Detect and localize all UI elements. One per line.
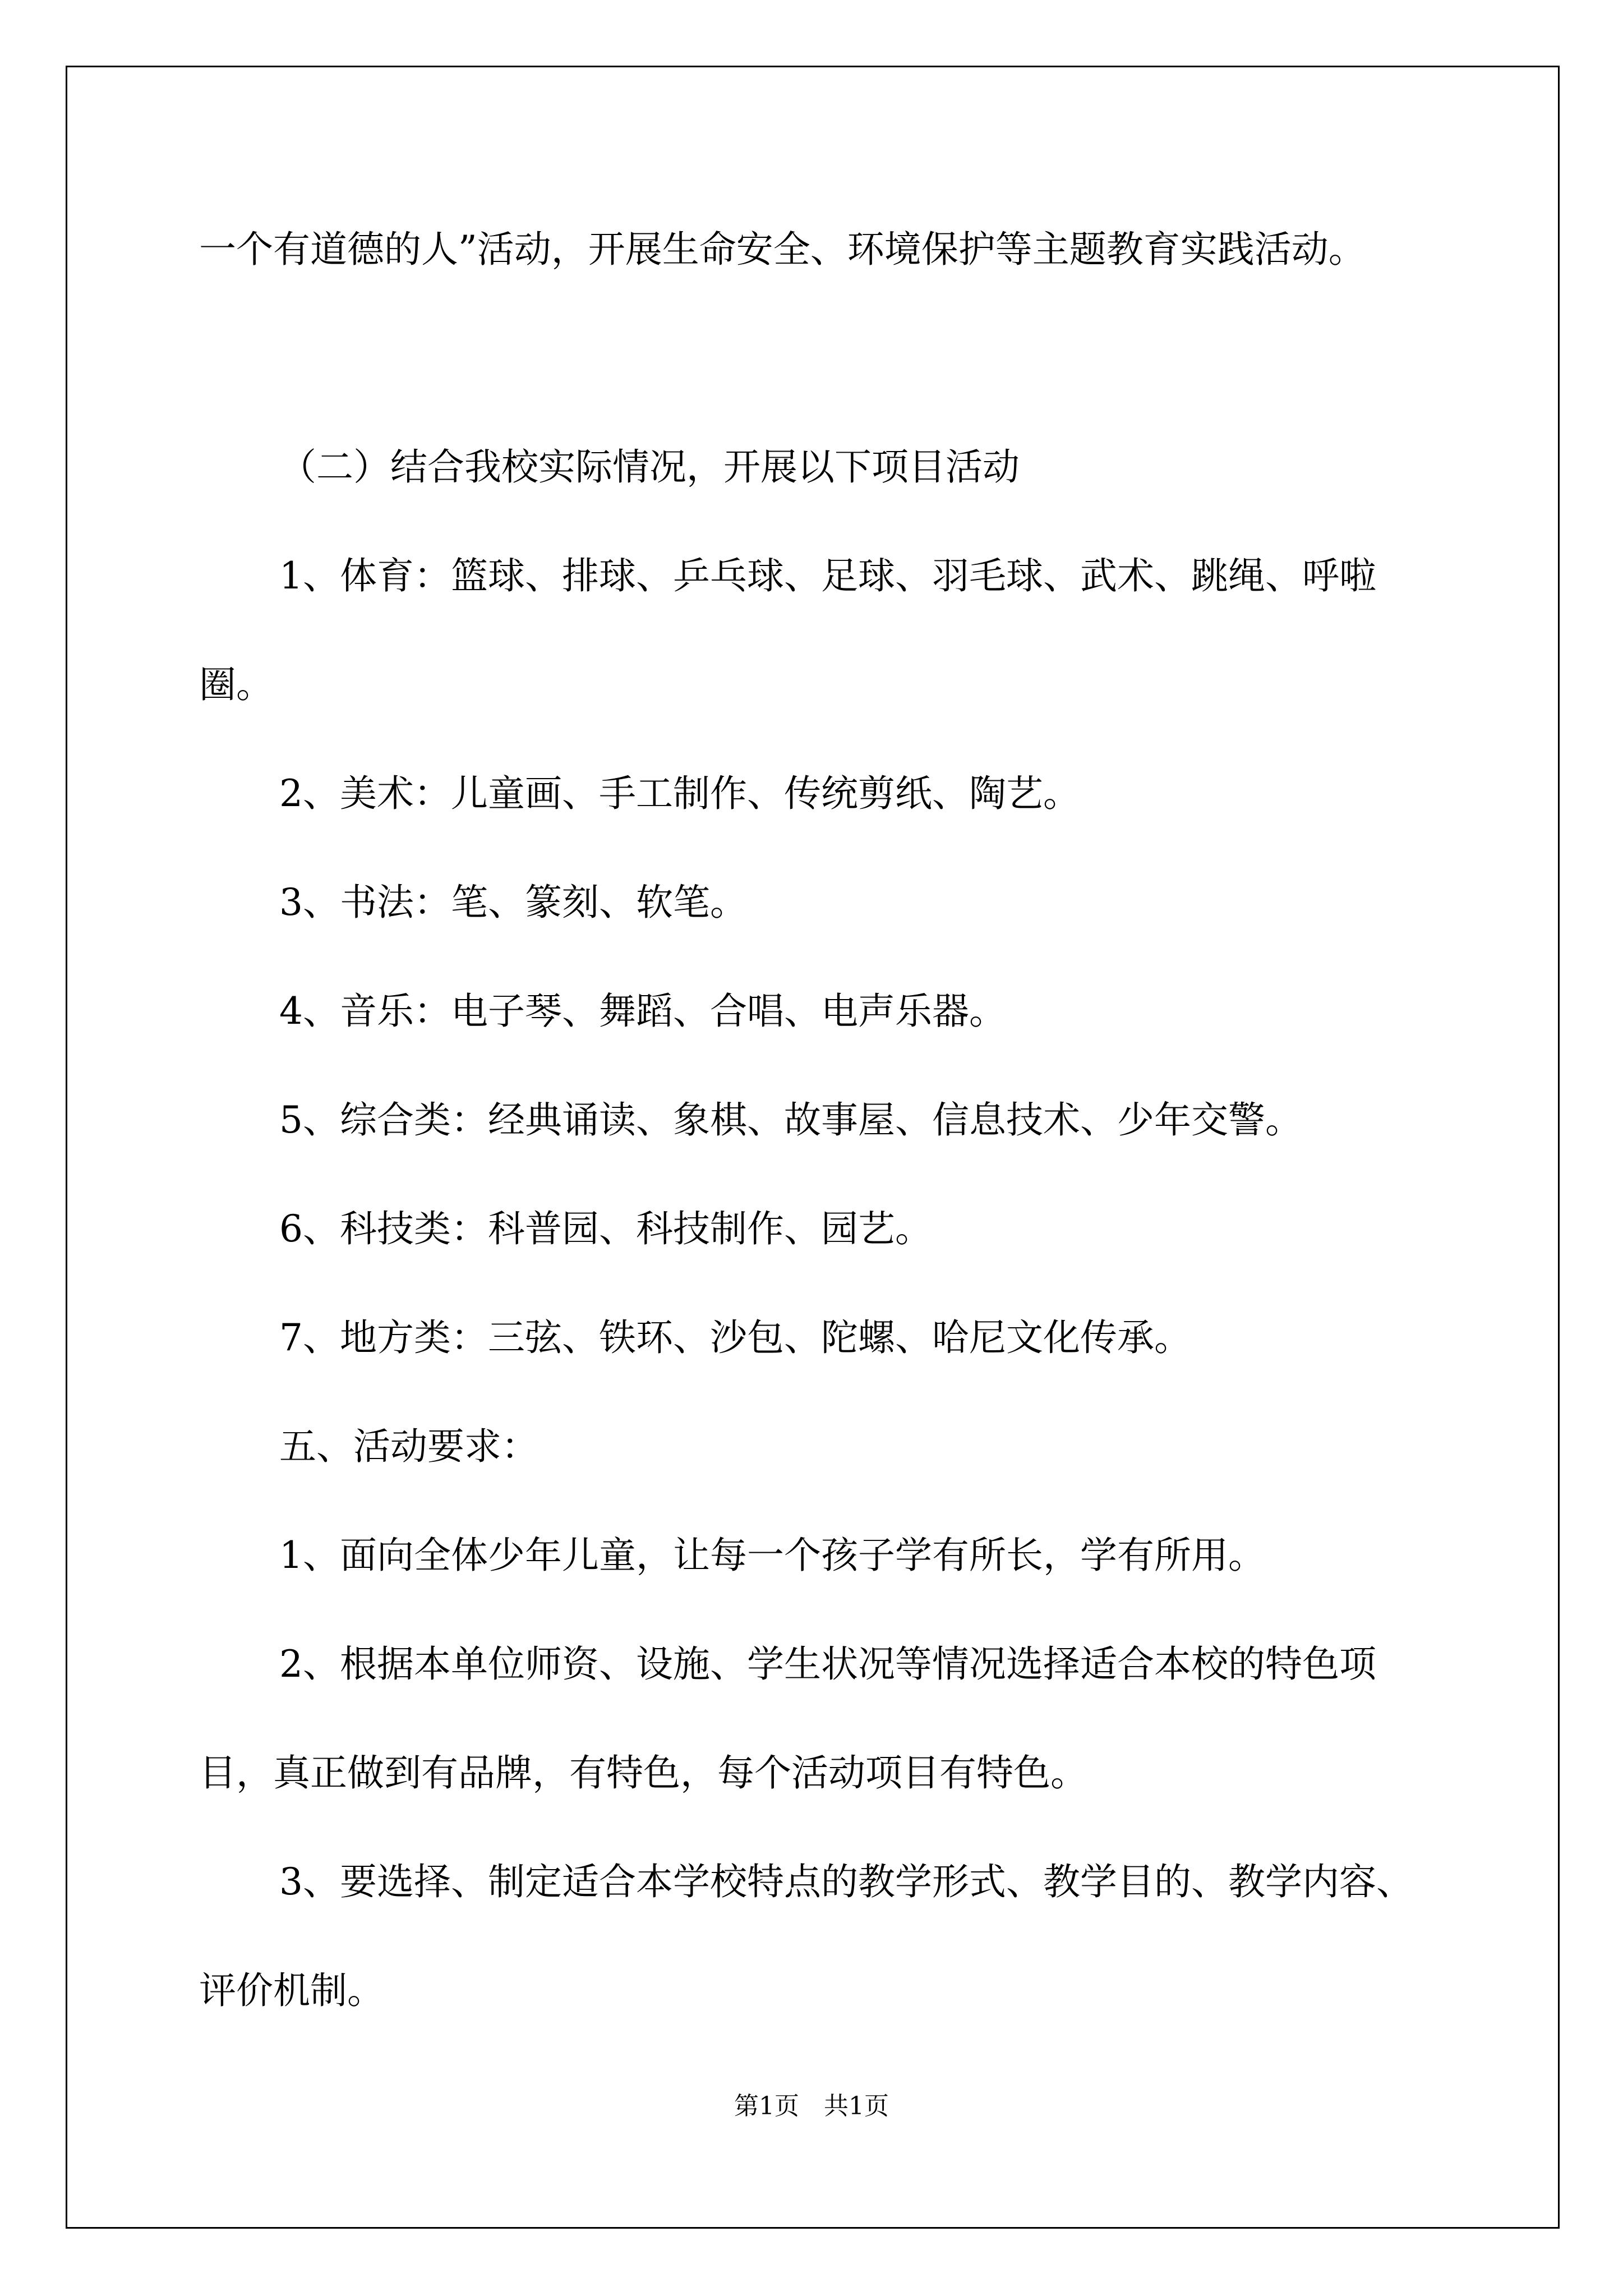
page-footer: 第1页 共1页 [734, 2092, 889, 2120]
list-item-calligraphy: 3、书法：笔、篆刻、软笔。 [279, 881, 747, 924]
list-item-sports: 1、体育：篮球、排球、乒乓球、足球、羽毛球、武术、跳绳、呼啦圈。 [199, 554, 1376, 706]
list-item-technology: 6、科技类：科普园、科技制作、园艺。 [279, 1207, 932, 1250]
list-item-music: 4、音乐：电子琴、舞蹈、合唱、电声乐器。 [279, 990, 1006, 1033]
requirement-item-3: 3、要选择、制定适合本学校特点的教学形式、教学目的、教学内容、评价机制。 [199, 1860, 1413, 2012]
section-heading-projects: （二）结合我校实际情况，开展以下项目活动 [279, 445, 1020, 489]
requirement-item-2: 2、根据本单位师资、设施、学生状况等情况选择适合本校的特色项目，真正做到有品牌，有特色，每个活动项目有特色。 [199, 1642, 1376, 1795]
paragraph-continuation: 一个有道德的人”活动，开展生命安全、环境保护等主题教育实践活动。 [199, 228, 1366, 271]
list-item-local: 7、地方类：三弦、铁环、沙包、陀螺、哈尼文化传承。 [279, 1316, 1191, 1359]
section-heading-requirements: 五、活动要求： [279, 1425, 538, 1468]
list-item-art: 2、美术：儿童画、手工制作、传统剪纸、陶艺。 [279, 772, 1080, 815]
requirement-item-1: 1、面向全体少年儿童，让每一个孩子学有所长，学有所用。 [279, 1534, 1265, 1577]
list-item-comprehensive: 5、综合类：经典诵读、象棋、故事屋、信息技术、少年交警。 [279, 1098, 1302, 1142]
